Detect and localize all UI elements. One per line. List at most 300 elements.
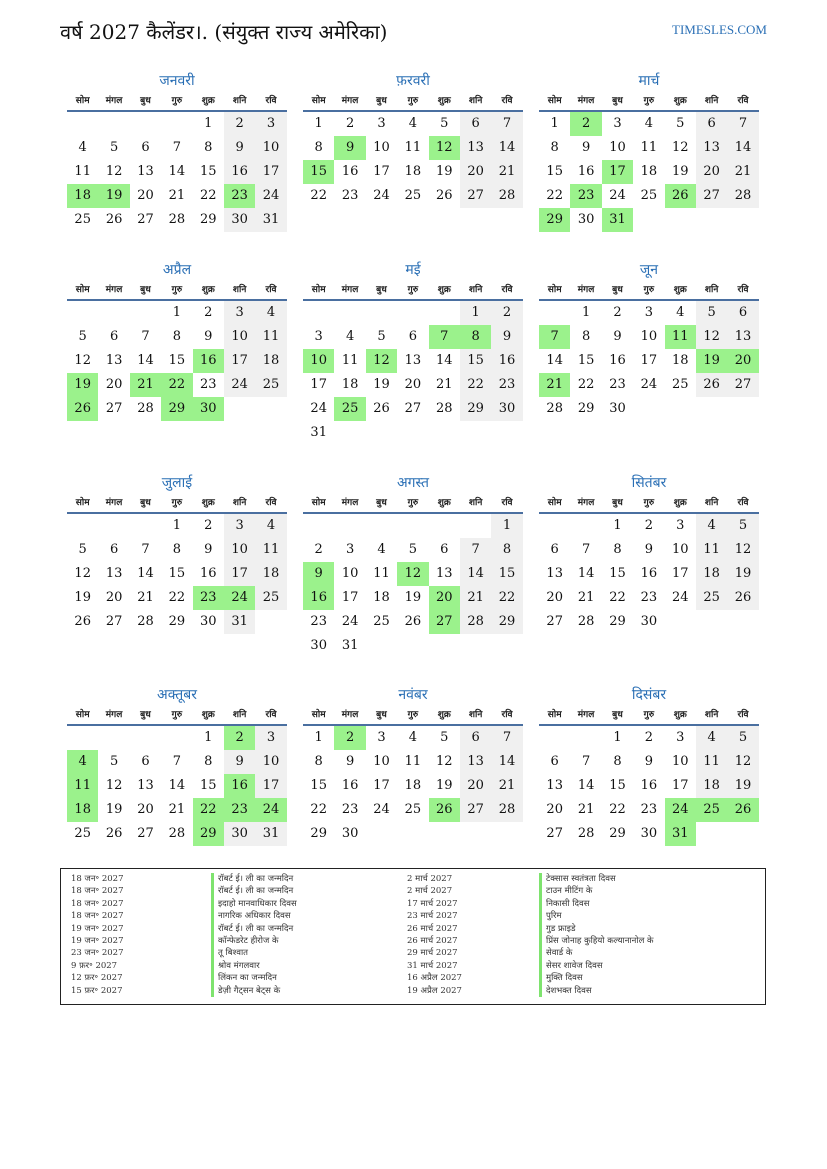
holiday-day[interactable]: 9 xyxy=(334,136,365,160)
day-cell[interactable]: 13 xyxy=(727,325,758,349)
day-cell[interactable]: 5 xyxy=(696,301,727,325)
day-cell[interactable]: 17 xyxy=(224,562,255,586)
day-cell[interactable]: 28 xyxy=(577,826,595,841)
holiday-day[interactable]: 9 xyxy=(303,562,334,586)
day-cell[interactable]: 28 xyxy=(435,401,453,416)
holiday-day[interactable]: 12 xyxy=(397,562,428,586)
day-cell[interactable]: 31 xyxy=(255,822,286,846)
day-cell[interactable]: 20 xyxy=(460,160,491,184)
day-cell[interactable]: 28 xyxy=(577,614,595,629)
day-cell[interactable]: 18 xyxy=(341,377,359,392)
day-cell[interactable]: 9 xyxy=(644,542,653,557)
day-cell[interactable]: 22 xyxy=(310,188,327,203)
day-cell[interactable]: 7 xyxy=(727,112,758,136)
day-cell[interactable]: 27 xyxy=(137,826,154,841)
day-cell[interactable]: 27 xyxy=(105,614,123,629)
day-cell[interactable]: 16 xyxy=(199,566,217,581)
day-cell[interactable]: 25 xyxy=(74,826,91,841)
day-cell[interactable]: 2 xyxy=(644,730,653,745)
day-cell[interactable]: 12 xyxy=(105,778,123,793)
day-cell[interactable]: 8 xyxy=(204,754,213,769)
day-cell[interactable]: 8 xyxy=(172,329,181,344)
day-cell[interactable]: 2 xyxy=(224,112,255,136)
day-cell[interactable]: 2 xyxy=(491,301,522,325)
day-cell[interactable]: 23 xyxy=(310,614,327,629)
day-cell[interactable]: 28 xyxy=(491,798,522,822)
day-cell[interactable]: 15 xyxy=(609,778,626,793)
day-cell[interactable]: 5 xyxy=(78,542,87,557)
day-cell[interactable]: 5 xyxy=(109,140,119,155)
day-cell[interactable]: 19 xyxy=(74,590,91,605)
day-cell[interactable]: 24 xyxy=(640,377,658,392)
day-cell[interactable]: 30 xyxy=(609,401,626,416)
holiday-day[interactable]: 23 xyxy=(570,184,601,208)
day-cell[interactable]: 12 xyxy=(74,566,91,581)
holiday-day[interactable]: 19 xyxy=(696,349,727,373)
day-cell[interactable]: 2 xyxy=(204,518,213,533)
day-cell[interactable]: 2 xyxy=(613,305,622,320)
day-cell[interactable]: 9 xyxy=(644,754,653,769)
day-cell[interactable]: 22 xyxy=(460,373,491,397)
day-cell[interactable]: 18 xyxy=(373,590,390,605)
holiday-day[interactable]: 2 xyxy=(334,726,365,750)
day-cell[interactable]: 2 xyxy=(345,116,355,131)
day-cell[interactable]: 11 xyxy=(696,538,727,562)
day-cell[interactable]: 10 xyxy=(224,325,255,349)
holiday-day[interactable]: 22 xyxy=(193,798,224,822)
day-cell[interactable]: 3 xyxy=(314,329,323,344)
holiday-day[interactable]: 2 xyxy=(570,112,601,136)
holiday-day[interactable]: 16 xyxy=(193,349,224,373)
day-cell[interactable]: 13 xyxy=(105,353,123,368)
day-cell[interactable]: 29 xyxy=(310,826,327,841)
day-cell[interactable]: 7 xyxy=(491,112,522,136)
day-cell[interactable]: 22 xyxy=(609,590,626,605)
day-cell[interactable]: 3 xyxy=(676,730,685,745)
day-cell[interactable]: 21 xyxy=(727,160,758,184)
day-cell[interactable]: 4 xyxy=(408,116,417,131)
day-cell[interactable]: 22 xyxy=(609,802,626,817)
day-cell[interactable]: 25 xyxy=(696,586,727,610)
day-cell[interactable]: 1 xyxy=(204,116,213,131)
day-cell[interactable]: 10 xyxy=(671,542,689,557)
day-cell[interactable]: 17 xyxy=(255,160,286,184)
day-cell[interactable]: 21 xyxy=(137,590,154,605)
holiday-day[interactable]: 21 xyxy=(130,373,161,397)
holiday-day[interactable]: 17 xyxy=(602,160,633,184)
day-cell[interactable]: 3 xyxy=(255,726,286,750)
day-cell[interactable]: 3 xyxy=(224,301,255,325)
holiday-day[interactable]: 23 xyxy=(224,184,255,208)
day-cell[interactable]: 26 xyxy=(727,586,758,610)
day-cell[interactable]: 3 xyxy=(377,730,386,745)
day-cell[interactable]: 14 xyxy=(577,566,595,581)
holiday-day[interactable]: 25 xyxy=(696,798,727,822)
day-cell[interactable]: 13 xyxy=(137,778,154,793)
day-cell[interactable]: 13 xyxy=(404,353,422,368)
day-cell[interactable]: 6 xyxy=(550,542,559,557)
day-cell[interactable]: 5 xyxy=(727,514,758,538)
holiday-day[interactable]: 18 xyxy=(67,184,98,208)
day-cell[interactable]: 15 xyxy=(577,353,595,368)
day-cell[interactable]: 3 xyxy=(644,305,653,320)
day-cell[interactable]: 24 xyxy=(310,401,327,416)
day-cell[interactable]: 6 xyxy=(550,754,559,769)
day-cell[interactable]: 11 xyxy=(255,538,286,562)
day-cell[interactable]: 8 xyxy=(172,542,181,557)
day-cell[interactable]: 4 xyxy=(78,140,87,155)
day-cell[interactable]: 30 xyxy=(640,826,658,841)
day-cell[interactable]: 24 xyxy=(373,188,390,203)
day-cell[interactable]: 13 xyxy=(435,566,453,581)
day-cell[interactable]: 10 xyxy=(255,750,286,774)
day-cell[interactable]: 12 xyxy=(727,750,758,774)
day-cell[interactable]: 13 xyxy=(137,164,154,179)
day-cell[interactable]: 8 xyxy=(581,329,591,344)
day-cell[interactable]: 8 xyxy=(550,140,559,155)
holiday-day[interactable]: 4 xyxy=(67,750,98,774)
day-cell[interactable]: 30 xyxy=(310,638,327,653)
day-cell[interactable]: 2 xyxy=(644,518,653,533)
day-cell[interactable]: 11 xyxy=(404,140,422,155)
holiday-day[interactable]: 24 xyxy=(224,586,255,610)
holiday-day[interactable]: 12 xyxy=(429,136,460,160)
day-cell[interactable]: 6 xyxy=(141,140,150,155)
day-cell[interactable]: 1 xyxy=(491,514,522,538)
day-cell[interactable]: 4 xyxy=(377,542,386,557)
day-cell[interactable]: 19 xyxy=(671,164,689,179)
day-cell[interactable]: 19 xyxy=(435,778,453,793)
day-cell[interactable]: 5 xyxy=(440,730,449,745)
day-cell[interactable]: 15 xyxy=(491,562,522,586)
day-cell[interactable]: 17 xyxy=(373,778,390,793)
holiday-day[interactable]: 26 xyxy=(665,184,696,208)
holiday-day[interactable]: 15 xyxy=(303,160,334,184)
day-cell[interactable]: 3 xyxy=(377,116,386,131)
day-cell[interactable]: 8 xyxy=(613,542,622,557)
day-cell[interactable]: 10 xyxy=(671,754,689,769)
day-cell[interactable]: 28 xyxy=(137,614,154,629)
day-cell[interactable]: 16 xyxy=(577,164,595,179)
day-cell[interactable]: 19 xyxy=(373,377,390,392)
day-cell[interactable]: 23 xyxy=(199,377,217,392)
day-cell[interactable]: 20 xyxy=(105,377,123,392)
holiday-day[interactable]: 26 xyxy=(67,397,98,421)
day-cell[interactable]: 16 xyxy=(341,778,359,793)
day-cell[interactable]: 16 xyxy=(640,778,658,793)
day-cell[interactable]: 28 xyxy=(168,826,186,841)
day-cell[interactable]: 23 xyxy=(341,188,359,203)
day-cell[interactable]: 16 xyxy=(224,160,255,184)
day-cell[interactable]: 1 xyxy=(613,730,622,745)
day-cell[interactable]: 31 xyxy=(255,208,286,232)
day-cell[interactable]: 6 xyxy=(460,726,491,750)
day-cell[interactable]: 6 xyxy=(141,754,150,769)
day-cell[interactable]: 13 xyxy=(460,750,491,774)
day-cell[interactable]: 20 xyxy=(460,774,491,798)
day-cell[interactable]: 1 xyxy=(613,518,622,533)
day-cell[interactable]: 1 xyxy=(314,116,323,131)
day-cell[interactable]: 10 xyxy=(255,136,286,160)
holiday-day[interactable]: 29 xyxy=(193,822,224,846)
day-cell[interactable]: 27 xyxy=(696,184,727,208)
day-cell[interactable]: 4 xyxy=(255,514,286,538)
day-cell[interactable]: 15 xyxy=(310,778,327,793)
day-cell[interactable]: 3 xyxy=(345,542,355,557)
day-cell[interactable]: 3 xyxy=(676,518,685,533)
day-cell[interactable]: 25 xyxy=(404,802,422,817)
day-cell[interactable]: 12 xyxy=(696,325,727,349)
day-cell[interactable]: 27 xyxy=(404,401,422,416)
day-cell[interactable]: 8 xyxy=(314,754,323,769)
day-cell[interactable]: 24 xyxy=(373,802,390,817)
day-cell[interactable]: 7 xyxy=(172,140,181,155)
holiday-day[interactable]: 24 xyxy=(255,798,286,822)
day-cell[interactable]: 22 xyxy=(577,377,595,392)
day-cell[interactable]: 30 xyxy=(341,826,359,841)
day-cell[interactable]: 19 xyxy=(727,774,758,798)
day-cell[interactable]: 11 xyxy=(404,754,422,769)
day-cell[interactable]: 25 xyxy=(255,586,286,610)
holiday-day[interactable]: 2 xyxy=(224,726,255,750)
day-cell[interactable]: 10 xyxy=(373,754,390,769)
day-cell[interactable]: 17 xyxy=(373,164,390,179)
day-cell[interactable]: 7 xyxy=(581,754,591,769)
day-cell[interactable]: 15 xyxy=(546,164,563,179)
day-cell[interactable]: 26 xyxy=(373,401,390,416)
day-cell[interactable]: 4 xyxy=(408,730,417,745)
day-cell[interactable]: 12 xyxy=(435,754,453,769)
day-cell[interactable]: 17 xyxy=(671,566,689,581)
day-cell[interactable]: 24 xyxy=(224,373,255,397)
day-cell[interactable]: 20 xyxy=(137,802,154,817)
holiday-day[interactable]: 11 xyxy=(67,774,98,798)
day-cell[interactable]: 18 xyxy=(640,164,658,179)
day-cell[interactable]: 23 xyxy=(609,377,626,392)
holiday-day[interactable]: 29 xyxy=(161,397,192,421)
day-cell[interactable]: 12 xyxy=(105,164,123,179)
day-cell[interactable]: 1 xyxy=(172,305,181,320)
day-cell[interactable]: 6 xyxy=(109,329,119,344)
day-cell[interactable]: 19 xyxy=(404,590,422,605)
day-cell[interactable]: 27 xyxy=(460,184,491,208)
day-cell[interactable]: 22 xyxy=(491,586,522,610)
day-cell[interactable]: 21 xyxy=(168,188,186,203)
day-cell[interactable]: 12 xyxy=(74,353,91,368)
day-cell[interactable]: 13 xyxy=(696,136,727,160)
day-cell[interactable]: 16 xyxy=(640,566,658,581)
day-cell[interactable]: 4 xyxy=(696,514,727,538)
holiday-day[interactable]: 16 xyxy=(224,774,255,798)
day-cell[interactable]: 4 xyxy=(696,726,727,750)
holiday-day[interactable]: 10 xyxy=(303,349,334,373)
day-cell[interactable]: 14 xyxy=(727,136,758,160)
day-cell[interactable]: 9 xyxy=(224,750,255,774)
day-cell[interactable]: 25 xyxy=(404,188,422,203)
day-cell[interactable]: 11 xyxy=(74,164,91,179)
day-cell[interactable]: 17 xyxy=(341,590,359,605)
day-cell[interactable]: 31 xyxy=(341,638,359,653)
holiday-day[interactable]: 20 xyxy=(727,349,758,373)
day-cell[interactable]: 21 xyxy=(577,802,595,817)
day-cell[interactable]: 27 xyxy=(546,826,563,841)
day-cell[interactable]: 17 xyxy=(310,377,327,392)
holiday-day[interactable]: 31 xyxy=(665,822,696,846)
holiday-day[interactable]: 30 xyxy=(193,397,224,421)
day-cell[interactable]: 25 xyxy=(255,373,286,397)
day-cell[interactable]: 16 xyxy=(609,353,626,368)
day-cell[interactable]: 22 xyxy=(546,188,563,203)
day-cell[interactable]: 5 xyxy=(727,726,758,750)
day-cell[interactable]: 23 xyxy=(491,373,522,397)
day-cell[interactable]: 21 xyxy=(435,377,453,392)
day-cell[interactable]: 20 xyxy=(404,377,422,392)
day-cell[interactable]: 23 xyxy=(640,590,658,605)
day-cell[interactable]: 9 xyxy=(204,329,213,344)
day-cell[interactable]: 3 xyxy=(613,116,622,131)
day-cell[interactable]: 21 xyxy=(491,774,522,798)
day-cell[interactable]: 25 xyxy=(373,614,390,629)
day-cell[interactable]: 22 xyxy=(199,188,217,203)
day-cell[interactable]: 1 xyxy=(581,305,591,320)
day-cell[interactable]: 30 xyxy=(640,614,658,629)
day-cell[interactable]: 14 xyxy=(577,778,595,793)
day-cell[interactable]: 2 xyxy=(204,305,213,320)
holiday-day[interactable]: 31 xyxy=(602,208,633,232)
day-cell[interactable]: 21 xyxy=(491,160,522,184)
holiday-day[interactable]: 7 xyxy=(539,325,570,349)
day-cell[interactable]: 14 xyxy=(460,562,491,586)
holiday-day[interactable]: 26 xyxy=(429,798,460,822)
day-cell[interactable]: 5 xyxy=(377,329,386,344)
day-cell[interactable]: 10 xyxy=(224,538,255,562)
day-cell[interactable]: 26 xyxy=(105,212,123,227)
day-cell[interactable]: 4 xyxy=(676,305,685,320)
holiday-day[interactable]: 12 xyxy=(366,349,397,373)
holiday-day[interactable]: 25 xyxy=(334,397,365,421)
day-cell[interactable]: 20 xyxy=(696,160,727,184)
day-cell[interactable]: 7 xyxy=(460,538,491,562)
day-cell[interactable]: 28 xyxy=(727,184,758,208)
day-cell[interactable]: 28 xyxy=(460,610,491,634)
day-cell[interactable]: 25 xyxy=(640,188,658,203)
day-cell[interactable]: 27 xyxy=(727,373,758,397)
day-cell[interactable]: 31 xyxy=(224,610,255,634)
day-cell[interactable]: 20 xyxy=(546,802,563,817)
day-cell[interactable]: 23 xyxy=(341,802,359,817)
holiday-day[interactable]: 22 xyxy=(161,373,192,397)
day-cell[interactable]: 29 xyxy=(460,397,491,421)
day-cell[interactable]: 12 xyxy=(727,538,758,562)
day-cell[interactable]: 28 xyxy=(168,212,186,227)
day-cell[interactable]: 14 xyxy=(137,566,154,581)
day-cell[interactable]: 30 xyxy=(577,212,595,227)
day-cell[interactable]: 1 xyxy=(314,730,323,745)
holiday-day[interactable]: 27 xyxy=(429,610,460,634)
day-cell[interactable]: 14 xyxy=(435,353,453,368)
day-cell[interactable]: 14 xyxy=(168,164,186,179)
day-cell[interactable]: 29 xyxy=(491,610,522,634)
holiday-day[interactable]: 26 xyxy=(727,798,758,822)
day-cell[interactable]: 11 xyxy=(341,353,359,368)
day-cell[interactable]: 29 xyxy=(199,212,217,227)
holiday-day[interactable]: 19 xyxy=(67,373,98,397)
day-cell[interactable]: 18 xyxy=(404,778,422,793)
day-cell[interactable]: 12 xyxy=(671,140,689,155)
day-cell[interactable]: 14 xyxy=(137,353,154,368)
day-cell[interactable]: 30 xyxy=(199,614,217,629)
day-cell[interactable]: 21 xyxy=(577,590,595,605)
day-cell[interactable]: 15 xyxy=(609,566,626,581)
day-cell[interactable]: 17 xyxy=(224,349,255,373)
holiday-day[interactable]: 19 xyxy=(98,184,129,208)
day-cell[interactable]: 30 xyxy=(491,397,522,421)
day-cell[interactable]: 7 xyxy=(491,726,522,750)
day-cell[interactable]: 18 xyxy=(696,774,727,798)
day-cell[interactable]: 5 xyxy=(109,754,119,769)
day-cell[interactable]: 5 xyxy=(440,116,449,131)
day-cell[interactable]: 13 xyxy=(546,778,563,793)
day-cell[interactable]: 27 xyxy=(460,798,491,822)
holiday-day[interactable]: 23 xyxy=(193,586,224,610)
day-cell[interactable]: 18 xyxy=(404,164,422,179)
day-cell[interactable]: 19 xyxy=(105,802,123,817)
day-cell[interactable]: 26 xyxy=(105,826,123,841)
day-cell[interactable]: 30 xyxy=(224,822,255,846)
day-cell[interactable]: 10 xyxy=(341,566,359,581)
day-cell[interactable]: 11 xyxy=(640,140,658,155)
holiday-day[interactable]: 11 xyxy=(665,325,696,349)
day-cell[interactable]: 9 xyxy=(581,140,591,155)
day-cell[interactable]: 24 xyxy=(255,184,286,208)
day-cell[interactable]: 21 xyxy=(460,586,491,610)
day-cell[interactable]: 25 xyxy=(74,212,91,227)
day-cell[interactable]: 7 xyxy=(141,329,150,344)
day-cell[interactable]: 14 xyxy=(491,750,522,774)
day-cell[interactable]: 4 xyxy=(255,301,286,325)
day-cell[interactable]: 29 xyxy=(168,614,186,629)
holiday-day[interactable]: 18 xyxy=(67,798,98,822)
day-cell[interactable]: 22 xyxy=(310,802,327,817)
day-cell[interactable]: 7 xyxy=(581,542,591,557)
day-cell[interactable]: 18 xyxy=(696,562,727,586)
holiday-day[interactable]: 23 xyxy=(224,798,255,822)
day-cell[interactable]: 13 xyxy=(546,566,563,581)
day-cell[interactable]: 24 xyxy=(609,188,626,203)
day-cell[interactable]: 11 xyxy=(373,566,390,581)
day-cell[interactable]: 10 xyxy=(609,140,626,155)
day-cell[interactable]: 28 xyxy=(546,401,563,416)
day-cell[interactable]: 10 xyxy=(373,140,390,155)
holiday-day[interactable]: 16 xyxy=(303,586,334,610)
day-cell[interactable]: 8 xyxy=(491,538,522,562)
day-cell[interactable]: 14 xyxy=(546,353,563,368)
day-cell[interactable]: 9 xyxy=(613,329,622,344)
day-cell[interactable]: 9 xyxy=(491,325,522,349)
day-cell[interactable]: 24 xyxy=(671,590,689,605)
holiday-day[interactable]: 21 xyxy=(539,373,570,397)
day-cell[interactable]: 26 xyxy=(435,188,453,203)
site-link[interactable]: TIMESLES.COM xyxy=(672,22,767,37)
day-cell[interactable]: 30 xyxy=(224,208,255,232)
day-cell[interactable]: 9 xyxy=(204,542,213,557)
day-cell[interactable]: 15 xyxy=(168,566,186,581)
day-cell[interactable]: 4 xyxy=(644,116,653,131)
day-cell[interactable]: 16 xyxy=(341,164,359,179)
day-cell[interactable]: 6 xyxy=(460,112,491,136)
day-cell[interactable]: 3 xyxy=(224,514,255,538)
day-cell[interactable]: 6 xyxy=(440,542,449,557)
